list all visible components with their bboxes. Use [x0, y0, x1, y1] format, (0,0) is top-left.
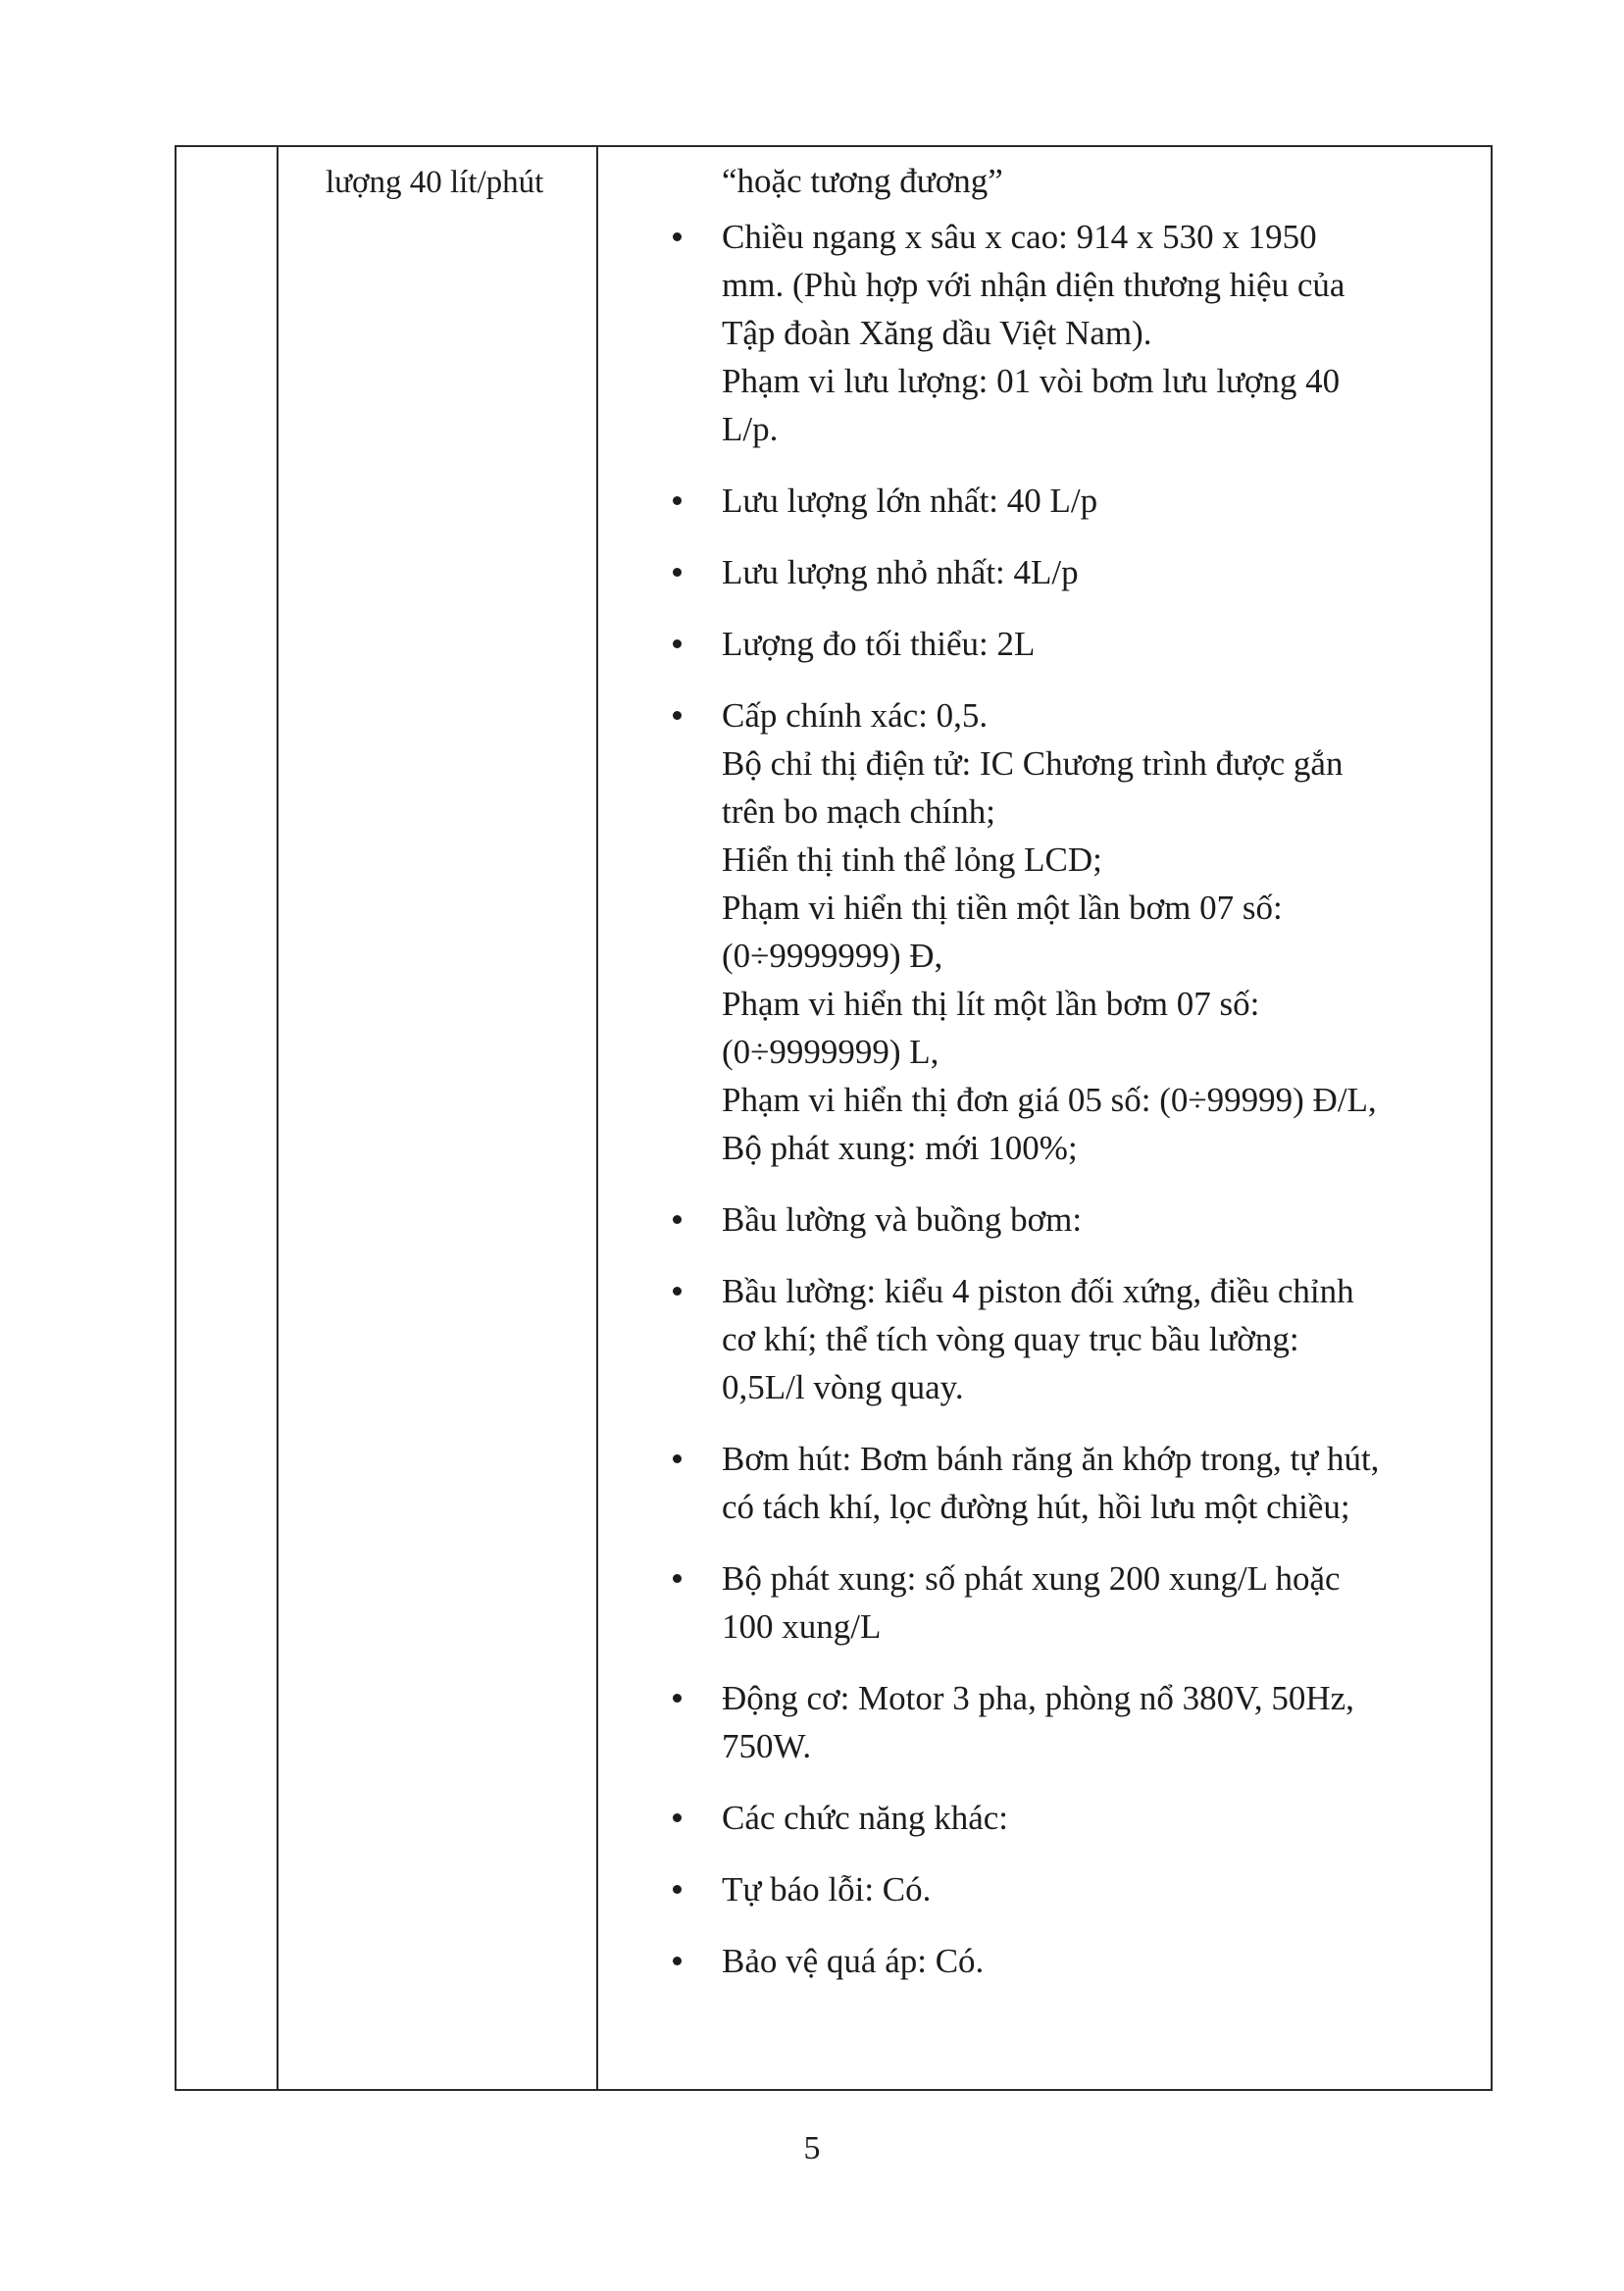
- bullet-dot-icon: [673, 639, 682, 648]
- spec-bullet: [655, 691, 1479, 1172]
- spec-line: 100 xung/L: [722, 1607, 882, 1646]
- spec-line: (0÷9999999) L,: [722, 1033, 939, 1071]
- spec-line: Cấp chính xác: 0,5.: [722, 696, 989, 735]
- bullet-dot-icon: [673, 1454, 682, 1463]
- spec-bullet: [655, 1937, 1479, 1985]
- bullet-dot-icon: [673, 711, 682, 720]
- column-divider-2: [596, 147, 598, 2089]
- spec-bullet: [655, 1435, 1479, 1531]
- bullet-dot-icon: [673, 496, 682, 505]
- spec-line: Tập đoàn Xăng dầu Việt Nam).: [722, 314, 1152, 352]
- spec-bullet: [655, 548, 1479, 596]
- spec-bullet: [655, 1554, 1479, 1651]
- specification-cell: [655, 157, 1479, 2009]
- column-divider-1: [277, 147, 279, 2089]
- spec-line: Lưu lượng lớn nhất: 40 L/p: [722, 482, 1098, 520]
- spec-bullet: [655, 213, 1479, 453]
- bullet-dot-icon: [673, 1885, 682, 1894]
- spec-line: Hiển thị tinh thể lỏng LCD;: [722, 840, 1102, 879]
- bullet-dot-icon: [673, 1813, 682, 1822]
- spec-bullet: [655, 477, 1479, 525]
- spec-bullet-list: [655, 213, 1479, 1985]
- spec-line: Bầu lường và buồng bơm:: [722, 1200, 1083, 1239]
- spec-line: Bầu lường: kiểu 4 piston đối xứng, điều chỉnh: [722, 1272, 1354, 1310]
- spec-bullet: [655, 620, 1479, 668]
- spec-line: Phạm vi hiển thị tiền một lần bơm 07 số:: [722, 889, 1283, 927]
- bullet-dot-icon: [673, 1694, 682, 1703]
- bullet-dot-icon: [673, 1215, 682, 1224]
- bullet-dot-icon: [673, 568, 682, 577]
- item-name-cell: lượng 40 lít/phút: [326, 165, 544, 200]
- spec-line: Động cơ: Motor 3 pha, phòng nổ 380V, 50Hz,: [722, 1679, 1354, 1717]
- spec-line: (0÷9999999) Đ,: [722, 937, 943, 975]
- spec-bullet: [655, 1267, 1479, 1411]
- spec-line: Tự báo lỗi: Có.: [722, 1870, 932, 1909]
- spec-line: Bảo vệ quá áp: Có.: [722, 1942, 985, 1980]
- spec-table: [175, 145, 1493, 2091]
- spec-line: L/p.: [722, 410, 779, 448]
- spec-bullet: [655, 1794, 1479, 1842]
- spec-line: 750W.: [722, 1727, 812, 1765]
- spec-line: Bộ chỉ thị điện tử: IC Chương trình được gắn: [722, 744, 1344, 783]
- spec-bullet: [655, 1674, 1479, 1770]
- spec-line: cơ khí; thể tích vòng quay trục bầu lường:: [722, 1320, 1299, 1358]
- spec-line: Phạm vi hiển thị đơn giá 05 số: (0÷99999) Đ/L,: [722, 1081, 1377, 1119]
- spec-line: Phạm vi lưu lượng: 01 vòi bơm lưu lượng 40: [722, 362, 1341, 400]
- page-number: 5: [803, 2130, 821, 2166]
- spec-line: mm. (Phù hợp với nhận diện thương hiệu của: [722, 266, 1345, 304]
- spec-line: Phạm vi hiển thị lít một lần bơm 07 số:: [722, 985, 1260, 1023]
- equivalent-note: “hoặc tương đương”: [722, 162, 1003, 200]
- spec-line: Lưu lượng nhỏ nhất: 4L/p: [722, 553, 1079, 591]
- spec-line: Lượng đo tối thiểu: 2L: [722, 625, 1036, 663]
- spec-line: có tách khí, lọc đường hút, hồi lưu một chiều;: [722, 1488, 1350, 1526]
- spec-bullet: [655, 1865, 1479, 1913]
- spec-line: Bơm hút: Bơm bánh răng ăn khớp trong, tự hút,: [722, 1440, 1380, 1478]
- spec-line: Bộ phát xung: mới 100%;: [722, 1129, 1078, 1167]
- bullet-dot-icon: [673, 1287, 682, 1296]
- spec-bullet: [655, 1196, 1479, 1244]
- spec-line: Các chức năng khác:: [722, 1799, 1009, 1837]
- spec-line: trên bo mạch chính;: [722, 792, 995, 831]
- bullet-dot-icon: [673, 1957, 682, 1965]
- spec-line: 0,5L/l vòng quay.: [722, 1368, 964, 1406]
- bullet-dot-icon: [673, 232, 682, 241]
- bullet-dot-icon: [673, 1574, 682, 1583]
- spec-line: Bộ phát xung: số phát xung 200 xung/L hoặc: [722, 1559, 1341, 1598]
- spec-line: Chiều ngang x sâu x cao: 914 x 530 x 1950: [722, 218, 1317, 256]
